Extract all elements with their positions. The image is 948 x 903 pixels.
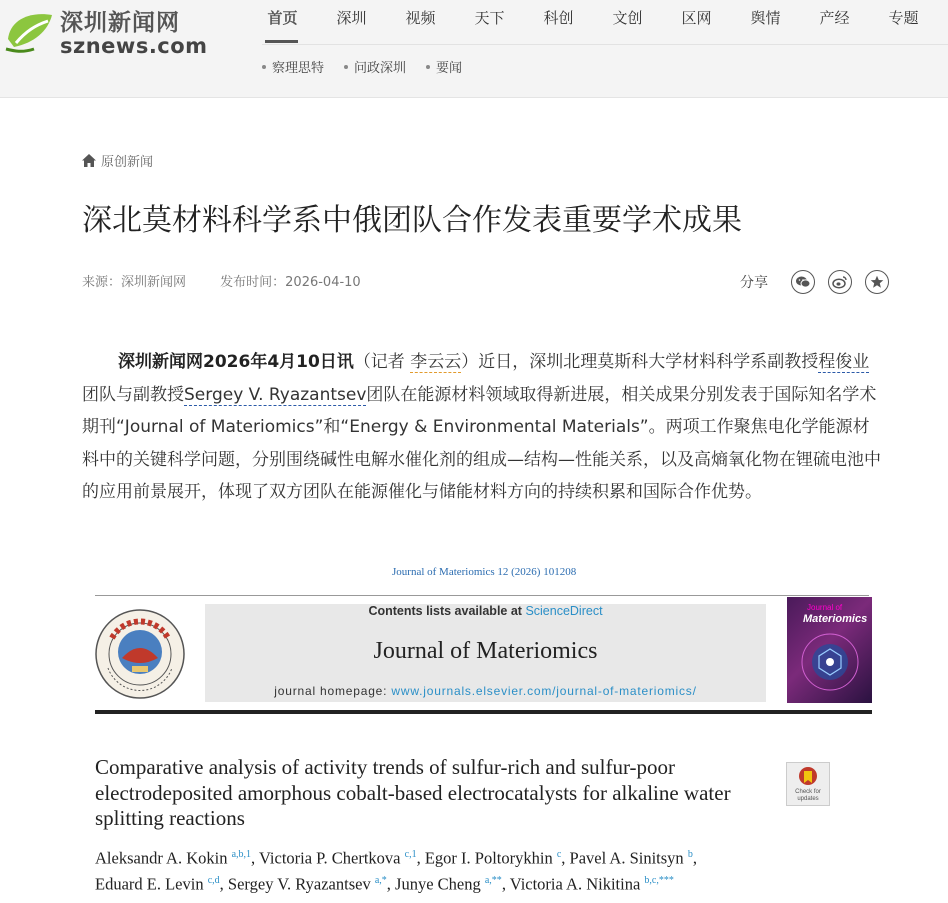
nav-item-district[interactable]: 区网 [681,9,712,27]
cover-graphic-icon [799,631,861,693]
cover-small-text: Journal of [807,603,843,612]
subnav-item[interactable] [344,60,406,78]
article-lead-paragraph [82,346,882,509]
article-meta [82,271,391,290]
journal-banner [205,604,766,702]
person-name-link[interactable]: Sergey V. Ryazantsev [184,384,367,405]
favorite-star-icon[interactable] [865,270,889,294]
site-logo[interactable] [4,7,208,58]
divider [95,595,869,596]
check-for-updates-badge[interactable] [786,762,830,806]
paper-title: Comparative analysis of activity trends of sulfur-rich and sulfur-poor electrodeposited amorphous cobalt-based electrocatalysts for alkaline water splitting reactions [95,755,731,830]
author-name[interactable]: Victoria A. Nikitina [509,874,641,893]
nav-item-world[interactable]: 天下 [474,9,505,27]
divider [95,710,872,714]
lead-dateline: 深圳新闻网2026年4月10日讯 [118,352,354,372]
bullet-icon [426,65,430,69]
author-name[interactable]: Egor I. Poltorykhin [424,848,553,868]
author-affiliation: c [556,849,562,860]
bullet-icon [344,65,348,69]
nav-item-culture[interactable]: 文创 [612,9,643,27]
logo-cn-text: 深圳新闻网 [60,10,180,36]
author-name[interactable]: Eduard E. Levin [95,874,204,893]
homepage-prefix: journal homepage: [274,684,392,698]
ceramic-society-crest-icon [94,608,186,700]
nav-item-shenzhen[interactable]: 深圳 [336,9,367,27]
author-affiliation: a,b,1 [231,849,252,860]
author-list: Aleksandr A. Kokin $^{a,b,1}$, Victoria P. Chertkova $^{c,1}$, Egor I. Poltorykhin $^c$, Pavel A. Sinitsyn $^b$, Eduard E. Levin $^{c,d}$, Sergey V. Ryazantsev $^{a,*}$, Junye Cheng $^{a,**}$, Victoria A. Nikitina $^{b,c,***}$ [95,848,697,893]
wechat-share-icon[interactable] [791,270,815,294]
article-source: 来源：深圳新闻网 [82,275,187,290]
contents-prefix: Contents lists available at [368,604,526,618]
body-segment-1: ）近日，深圳北理莫斯科大学材料科学系副教授 [461,352,819,372]
nav-item-tech[interactable]: 科创 [543,9,574,27]
sub-nav [262,60,482,78]
subnav-label: 察理思特 [272,61,325,76]
author-affiliation: a,** [484,874,502,886]
weibo-share-icon[interactable] [828,270,852,294]
journal-name: Journal of Materiomics [373,638,598,664]
person-name-link[interactable]: 程俊业 [818,352,870,372]
bookmark-icon [797,766,819,790]
author-name[interactable]: Junye Cheng [395,874,481,893]
breadcrumb[interactable] [82,151,153,170]
author-name[interactable]: Aleksandr A. Kokin [95,848,228,868]
reporter-name[interactable]: 李云云 [410,352,462,372]
home-icon [82,154,96,167]
nav-item-video[interactable]: 视频 [405,9,436,27]
paper-screenshot [92,562,878,897]
logo-leaf-icon [4,9,56,55]
share-bar [740,270,889,294]
bullet-icon [262,65,266,69]
journal-homepage-line [205,684,766,698]
nav-item-topics[interactable]: 专题 [888,9,919,27]
cover-title-text: Materiomics [803,613,868,625]
author-affiliation: c,d [207,874,220,886]
check-for-updates-label: Check for updates [795,789,821,802]
main-nav [248,8,938,42]
article-title: 深北莫材料科学系中俄团队合作发表重要学术成果 [82,203,742,238]
body-segment-3: 团队在能源材料领域取得新进展，相关成果分别发表于国际知名学术期刊“Journal of Materiomics”和“Energy & Environmental Materials”。两项工作聚焦电化学能源材料中的关键科学问题，分别围绕碱性电解水催化剂的组成—结构—性能关系，以及高熵氧化物在锂硫电池中的应用前景展开，体现了双方团队在能源催化与储能材料方向的持续积累和国际合作优势。 [82,384,881,502]
logo-en-text: sznews.com [60,34,208,58]
author-name[interactable]: Pavel A. Sinitsyn [569,848,684,868]
author-affiliation: c,1 [404,849,417,860]
journal-homepage-link[interactable]: www.journals.elsevier.com/journal-of-materiomics/ [391,684,697,698]
journal-citation-line: Journal of Materiomics 12 (2026) 101208 [392,566,577,578]
subnav-label: 问政深圳 [354,61,407,76]
journal-cover-image [787,597,872,703]
body-segment-2: 团队与副教授 [82,384,184,405]
subnav-item[interactable] [426,60,462,78]
subnav-label: 要闻 [436,61,463,76]
nav-item-opinion[interactable]: 舆情 [750,9,781,27]
article-date: 发布时间：2026-04-10 [220,275,361,290]
breadcrumb-label: 原创新闻 [101,155,154,170]
share-label: 分享 [740,275,768,291]
nav-item-home[interactable]: 首页 [248,8,317,42]
author-affiliation: b [687,849,693,860]
nav-divider [262,44,948,45]
author-affiliation: a,* [374,874,387,886]
author-name[interactable]: Victoria P. Chertkova [258,848,401,868]
contents-line [205,604,766,618]
sciencedirect-link[interactable]: ScienceDirect [525,604,603,618]
author-affiliation: b,c,*** [644,874,674,886]
subnav-item[interactable] [262,60,324,78]
nav-item-economy[interactable]: 产经 [819,9,850,27]
reporter-prefix: （记者 [353,352,411,372]
site-header [0,0,948,98]
author-name[interactable]: Sergey V. Ryazantsev [227,874,371,893]
